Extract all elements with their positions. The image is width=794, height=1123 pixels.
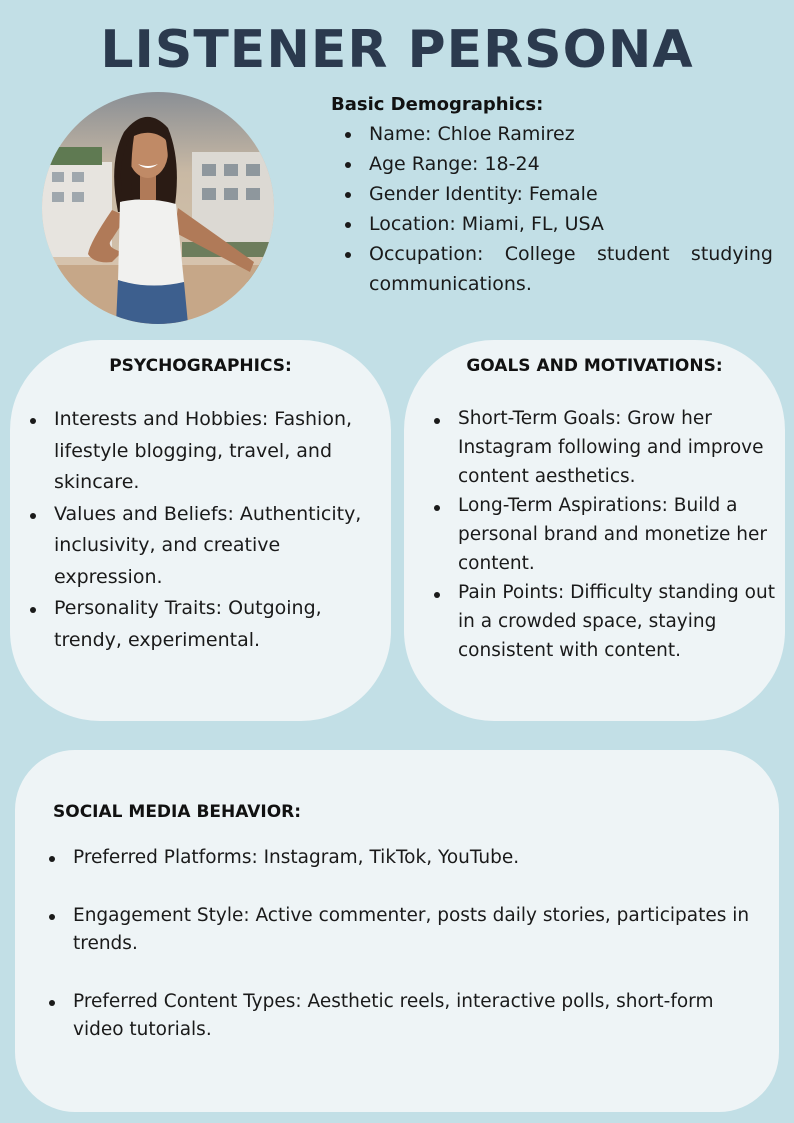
basic-demographics: [331, 94, 773, 299]
demographics-list: [331, 119, 773, 299]
list-item: Age Range: 18-24: [331, 149, 773, 179]
list-item: Pain Points: Difficulty standing out in a crowded space, staying consistent with content.: [420, 578, 780, 665]
psychographics-heading: PSYCHOGRAPHICS:: [109, 356, 292, 376]
list-item: Short-Term Goals: Grow her Instagram following and improve content aesthetics.: [420, 404, 780, 491]
list-item: Interests and Hobbies: Fashion, lifestyle blogging, travel, and skincare.: [16, 404, 376, 499]
goals-card: [404, 340, 785, 721]
social-list: [35, 844, 755, 1074]
psychographics-list: [16, 404, 376, 656]
list-item: Occupation: College student studying communications.: [331, 239, 773, 299]
persona-photo-illustration: [42, 92, 274, 324]
list-item: Long-Term Aspirations: Build a personal brand and monetize her content.: [420, 491, 780, 578]
list-item: Location: Miami, FL, USA: [331, 209, 773, 239]
social-heading: SOCIAL MEDIA BEHAVIOR:: [53, 802, 302, 822]
demographics-heading: Basic Demographics:: [331, 94, 544, 115]
psychographics-card: [10, 340, 391, 721]
list-item: Preferred Content Types: Aesthetic reels, interactive polls, short-form video tutorials.: [35, 988, 755, 1044]
goals-heading: GOALS AND MOTIVATIONS:: [466, 356, 723, 376]
list-item: Gender Identity: Female: [331, 179, 773, 209]
social-media-card: [15, 750, 779, 1112]
goals-list: [420, 404, 780, 665]
list-item: Preferred Platforms: Instagram, TikTok, YouTube.: [35, 844, 755, 872]
list-item: Values and Beliefs: Authenticity, inclusivity, and creative expression.: [16, 499, 376, 594]
page-title: LISTENER PERSONA: [100, 20, 694, 80]
list-item: Personality Traits: Outgoing, trendy, experimental.: [16, 593, 376, 656]
persona-photo: [42, 92, 274, 324]
list-item: Engagement Style: Active commenter, posts daily stories, participates in trends.: [35, 902, 755, 958]
list-item: Name: Chloe Ramirez: [331, 119, 773, 149]
